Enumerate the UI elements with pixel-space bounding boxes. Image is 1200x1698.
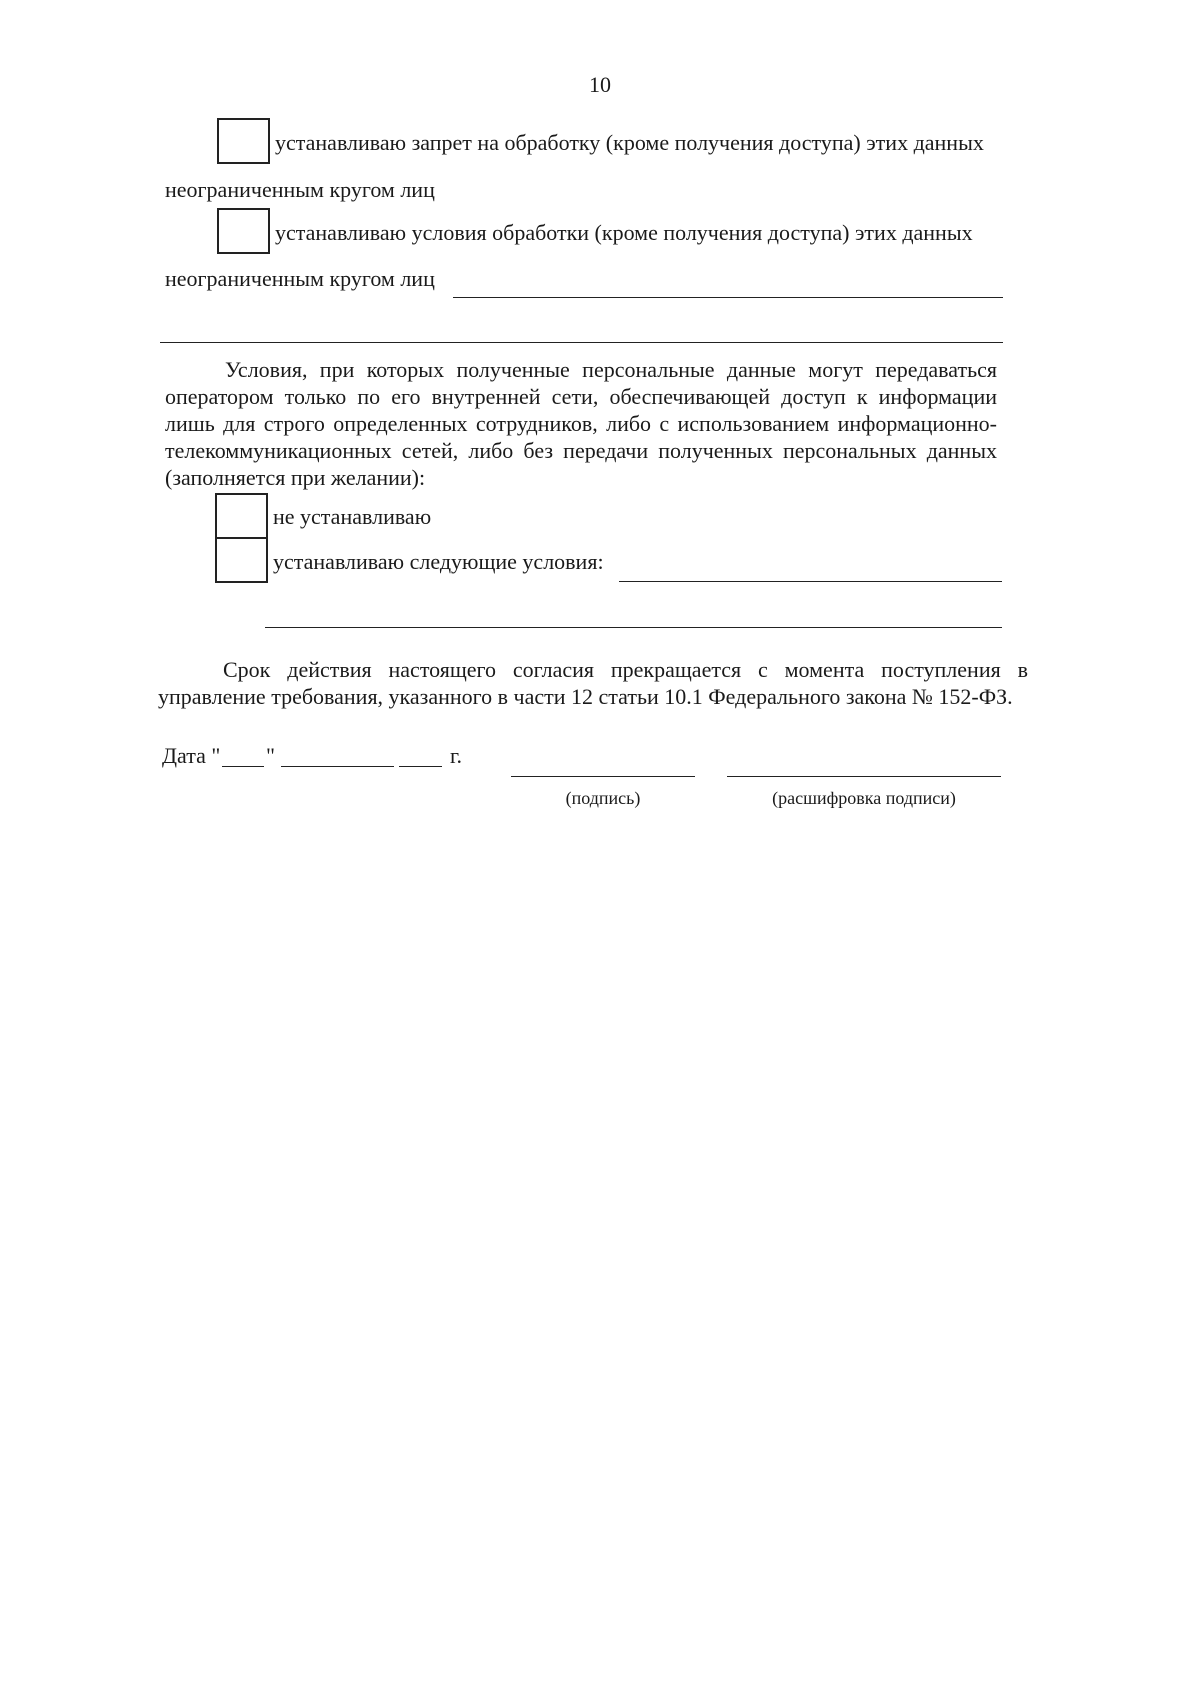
set-conditions-label: устанавливаю следующие условия: xyxy=(273,549,604,574)
not-set-conditions-label: не устанавливаю xyxy=(273,504,432,529)
signature-transcript-caption: (расшифровка подписи) xyxy=(772,788,956,808)
date-quote-close: " xyxy=(266,743,275,768)
date-year-suffix: г. xyxy=(450,743,463,768)
validity-paragraph: Срок действия настоящего согласия прекращается с момента поступления в управление требования, указанного в части 12 статьи 10.1 Федерального закона № 152-ФЗ. xyxy=(158,657,1028,709)
processing-conditions-input-line-2[interactable] xyxy=(160,342,1003,343)
signature-field[interactable] xyxy=(511,776,695,777)
set-conditions-checkbox[interactable] xyxy=(215,537,268,583)
set-conditions-input-line-2[interactable] xyxy=(265,627,1002,628)
processing-conditions-label: устанавливаю условия обработки (кроме получения доступа) этих данных xyxy=(275,220,973,245)
processing-conditions-checkbox[interactable] xyxy=(217,208,270,254)
date-label: Дата " xyxy=(162,743,221,768)
set-conditions-input-line-1[interactable] xyxy=(619,581,1002,582)
prohibit-processing-label-cont: неограниченным кругом лиц xyxy=(165,177,435,202)
prohibit-processing-checkbox[interactable] xyxy=(217,118,270,164)
date-day-field[interactable] xyxy=(222,766,264,767)
signature-caption: (подпись) xyxy=(565,788,641,808)
page-number: 10 xyxy=(589,72,611,97)
date-year-field[interactable] xyxy=(399,766,442,767)
transfer-conditions-paragraph: Условия, при которых полученные персональные данные могут передаваться оператором только по его внутренней сети, обеспечивающей доступ к информации лишь для строго определенных сотрудников, либо с использованием информационно-телекоммуникационных сетей, либо без передачи полученных персональных данных (заполняется при желании): xyxy=(165,357,997,490)
signature-transcript-field[interactable] xyxy=(727,776,1001,777)
processing-conditions-input-line-1[interactable] xyxy=(453,297,1003,298)
processing-conditions-label-cont: неограниченным кругом лиц xyxy=(165,266,435,291)
prohibit-processing-label: устанавливаю запрет на обработку (кроме получения доступа) этих данных xyxy=(275,130,984,155)
date-month-field[interactable] xyxy=(281,766,394,767)
not-set-conditions-checkbox[interactable] xyxy=(215,493,268,539)
